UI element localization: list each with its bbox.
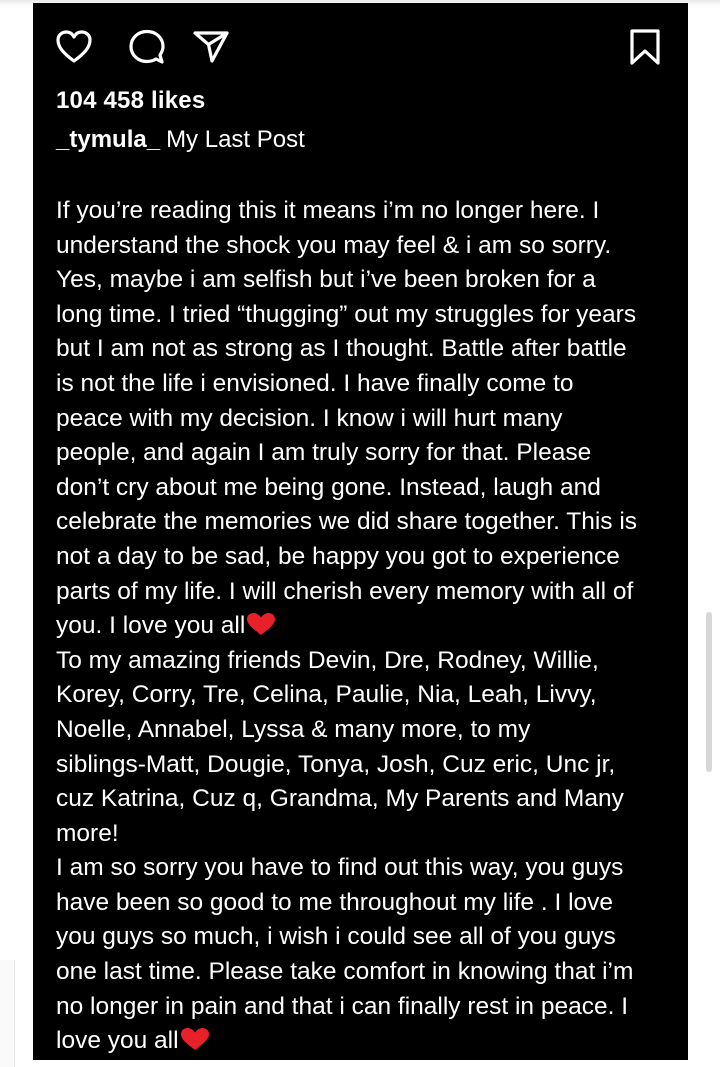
caption-line: peace with my decision. I know i will hurt many [56,404,563,432]
bookmark-icon[interactable] [625,27,665,67]
caption-line: no longer in pain and that i can finally rest in peace. I [56,992,629,1020]
heart-shape [181,1028,209,1050]
left-edge-fragment [0,960,15,1067]
caption-title: My Last Post [166,126,305,153]
caption-line: people, and again I am truly sorry for that. Please [56,439,592,467]
caption-line: don’t cry about me being gone. Instead, laugh and [56,473,601,501]
caption-line-with-heart [56,1024,676,1059]
caption-line: long time. I tried “thugging” out my struggles for years [56,300,637,328]
caption-line: celebrate the memories we did share together. This is [56,508,638,536]
heart-shape [247,613,275,635]
caption-line: is not the life i envisioned. I have finally come to [56,369,574,397]
paper-plane-icon[interactable] [191,27,231,67]
caption-line: parts of my life. I will cherish every memory with all of [56,577,634,605]
caption-line-text: you. I love you all [56,612,246,640]
caption-line: cuz Katrina, Cuz q, Grandma, My Parents and Many [56,785,624,813]
caption-line: but I am not as strong as I thought. Battle after battle [56,335,627,363]
username-link[interactable]: _tymula_ [56,126,161,153]
comment-bubble-icon[interactable] [127,27,167,67]
caption-line: Korey, Corry, Tre, Celina, Paulie, Nia, Leah, Livvy, [56,681,597,709]
likes-count[interactable]: 104 458 likes [56,87,206,114]
caption-line: understand the shock you may feel & i am so sorry. [56,231,612,259]
caption-line: To my amazing friends Devin, Dre, Rodney, Willie, [56,646,599,674]
caption-line: you guys so much, i wish i could see all of you guys [56,923,616,951]
caption-body [56,194,676,1059]
red-heart-emoji-icon [246,612,276,636]
post-panel [33,3,688,1060]
caption-line: more! [56,819,119,847]
red-heart-emoji-icon [180,1027,210,1051]
caption-line: I am so sorry you have to find out this way, you guys [56,854,624,882]
caption-header [56,126,305,154]
caption-line: siblings-Matt, Dougie, Tonya, Josh, Cuz eric, Unc jr, [56,750,616,778]
post-actions-bar [33,27,688,71]
caption-line: Noelle, Annabel, Lyssa & many more, to my [56,715,531,743]
caption-line: Yes, maybe i am selfish but i’ve been broken for a [56,266,596,294]
caption-line: one last time. Please take comfort in knowing that i’m [56,958,634,986]
caption-line: If you’re reading this it means i’m no longer here. I [56,197,600,224]
caption-line-text: love you all [56,1027,179,1055]
heart-outline-icon[interactable] [54,27,94,67]
scrollbar[interactable] [706,612,712,772]
caption-line: have been so good to me throughout my life . I love [56,888,614,916]
caption-line: not a day to be sad, be happy you got to experience [56,542,620,570]
caption-line-with-heart [56,609,676,644]
